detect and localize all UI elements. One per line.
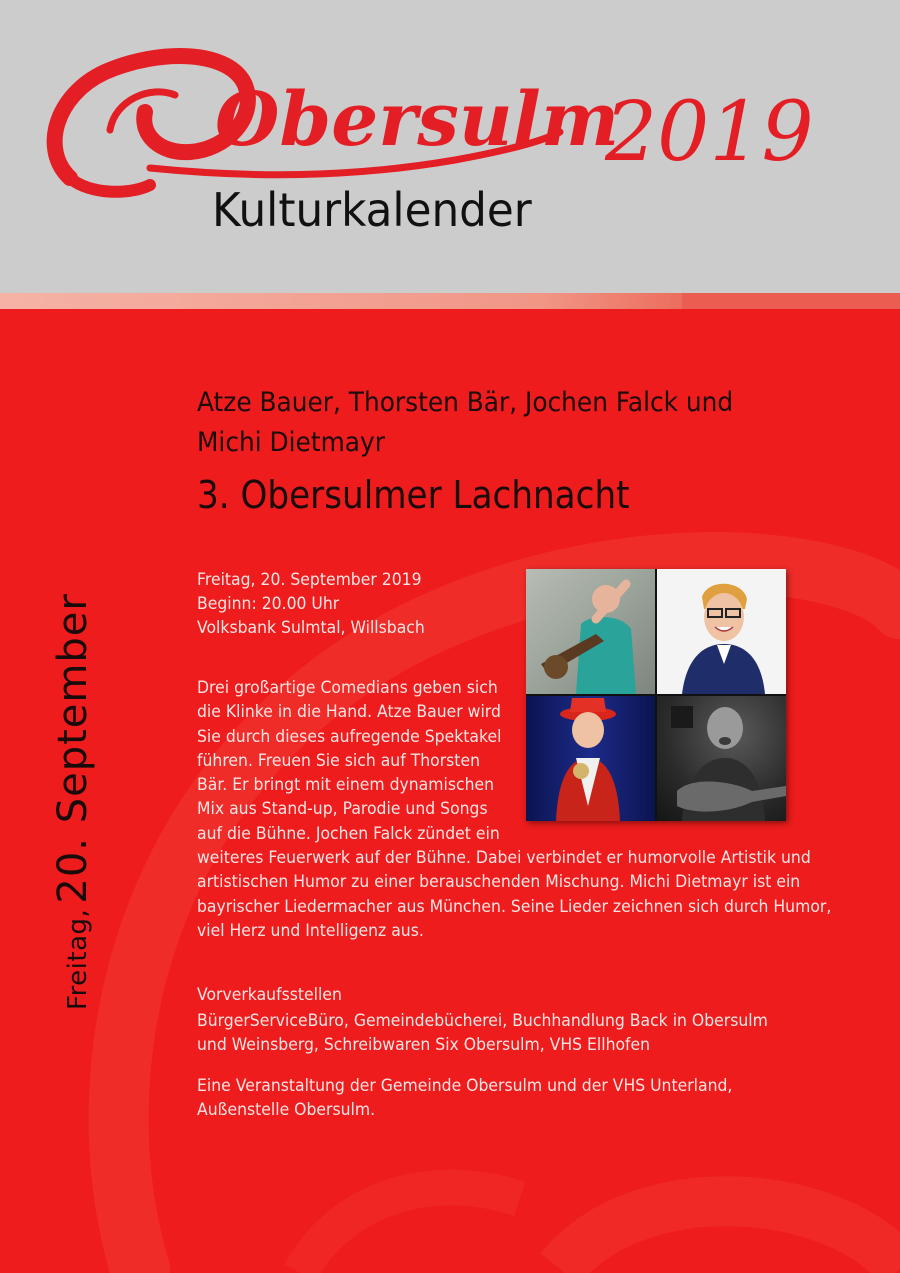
artist-line-1: Atze Bauer, Thorsten Bär, Jochen Falck und bbox=[197, 387, 734, 418]
artist-names bbox=[197, 383, 786, 463]
header-banner bbox=[0, 0, 900, 293]
kulturkalender-title: Kulturkalender bbox=[212, 183, 532, 237]
organizer-note bbox=[197, 1074, 732, 1122]
photo-atze-bauer bbox=[526, 569, 655, 694]
logo-text: Obersulm bbox=[215, 77, 620, 163]
organizer-line-2: Außenstelle Obersulm. bbox=[197, 1100, 376, 1120]
photo-michi-dietmayr bbox=[657, 696, 786, 821]
event-date-line: Freitag, 20. September 2019 bbox=[197, 570, 422, 590]
presale-line-2: und Weinsberg, Schreibwaren Six Obersulm, VHS Ellhofen bbox=[197, 1035, 651, 1055]
event-title: 3. Obersulmer Lachnacht bbox=[197, 473, 630, 517]
presale-heading: Vorverkaufsstellen bbox=[197, 985, 342, 1005]
presale-line-1: BürgerServiceBüro, Gemeindebücherei, Buchhandlung Back in Obersulm bbox=[197, 1011, 768, 1031]
description-text: Drei großartige Comedians geben sich die Klinke in die Hand. Atze Bauer wird Sie durch dieses aufregende Spektakel führen. Freuen Sie sich auf Thorsten Bär. Er bringt mit einem dynamischen Mix aus Stand-up, Parodie und Songs auf die Bühne. Jochen Falck zündet ein weiteres Feuerwerk auf der Bühne. Dabei verbindet er humorvolle Artistik und artistischen Humor zu einer berauschenden Mischung. Michi Dietmayr ist ein bayrischer Liedermacher aus München. Seine Lieder zeichnen sich durch Humor, viel Herz und Intelligenz aus. bbox=[197, 678, 832, 941]
event-details bbox=[197, 568, 425, 640]
year-label: 2019 bbox=[605, 85, 814, 180]
header-divider-stripe bbox=[0, 293, 900, 309]
event-time-line: Beginn: 20.00 Uhr bbox=[197, 594, 340, 614]
presale-section bbox=[197, 983, 768, 1057]
vertical-date-text: 20. September bbox=[50, 593, 96, 904]
event-venue-line: Volksbank Sulmtal, Willsbach bbox=[197, 618, 425, 638]
vertical-event-date bbox=[50, 593, 96, 1010]
photo-thorsten-baer bbox=[657, 569, 786, 694]
artist-line-2: Michi Dietmayr bbox=[197, 427, 385, 458]
photo-jochen-falck bbox=[526, 696, 655, 821]
comedian-photo-collage bbox=[526, 569, 786, 821]
organizer-line-1: Eine Veranstaltung der Gemeinde Obersulm und der VHS Unterland, bbox=[197, 1076, 733, 1096]
vertical-weekday: Freitag, bbox=[63, 908, 93, 1010]
